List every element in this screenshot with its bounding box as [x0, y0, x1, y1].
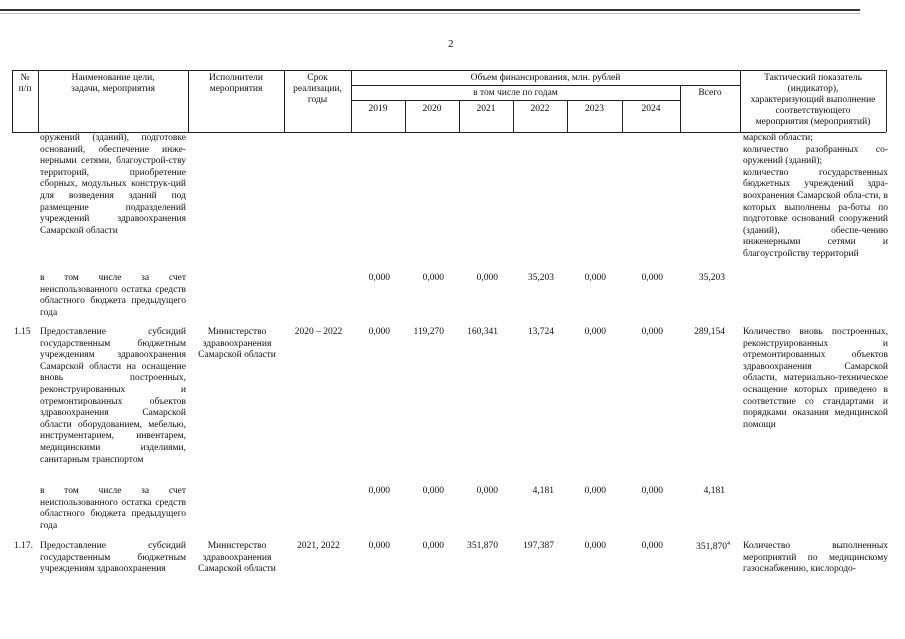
header-financing: Объем финансирования, млн. рублей — [470, 73, 621, 83]
grid-line — [351, 100, 680, 101]
top-border-thin — [0, 13, 860, 14]
header-year: 2023 — [585, 104, 604, 114]
value-2022: 35,203 — [527, 273, 554, 283]
value-total — [672, 541, 730, 552]
value-total-number: 351,870 — [696, 542, 727, 553]
row-name: в том числе за счет неиспользованного остатка средств областного бюджета предыдущего года — [40, 273, 186, 318]
header-year: 2019 — [368, 104, 388, 114]
value-2020: 0,000 — [422, 273, 444, 283]
continued-name: оружений (зданий), подготовке оснований, обеспечение инже-нерными сетями, благоустрой-ству территорий, приобретение сборных, модульных конструк-ций для возведения зданий под размещение подразделений учреждений здравоохранения Самарской области — [40, 133, 186, 236]
row-executor: Министерство здравоохранения Самарской области — [198, 327, 276, 361]
value-2020: 0,000 — [422, 486, 444, 496]
value-2021: 0,000 — [476, 486, 498, 496]
row-indicator: Количество вновь построенных, реконструированных и отремонтированных объектов здравоохранения Самарской области, материально-техническое оснащение которых приведено в соответствие со стандартами и порядками оказания медицинской помощи — [743, 327, 888, 430]
header-by-years: в том числе по годам — [473, 88, 558, 98]
row-number: 1.17. — [14, 541, 33, 551]
header-number: № п/п — [18, 73, 32, 94]
value-2020: 119,270 — [413, 327, 444, 337]
header-year: 2020 — [422, 104, 442, 114]
value-2019: 0,000 — [368, 273, 390, 283]
row-indicator: Количество выполненных мероприятий по медицинскому газоснабжению, кислородо- — [743, 541, 888, 575]
header-year: 2021 — [476, 104, 496, 114]
value-2022: 13,724 — [527, 327, 554, 337]
continued-indicator: марской области; количество разобранных со-оружений (зданий); количество государственных бюджетных учреждений здра-воохранения Самарской обла-сти, в которых выполнены ра-боты по подготовке оснований сооружений (зданий), обеспе-чению инженерными сетями и благоустройству территорий — [743, 133, 888, 259]
value-2022: 197,387 — [523, 541, 554, 551]
grid-line — [12, 70, 886, 71]
page-number: 2 — [448, 38, 454, 50]
value-2021: 160,341 — [467, 327, 498, 337]
value-2019: 0,000 — [368, 327, 390, 337]
value-2024: 0,000 — [641, 327, 663, 337]
value-2023: 0,000 — [584, 327, 606, 337]
header-indicator: Тактический показатель (индикатор), характеризующий выполнение соответствующего мероприятия (мероприятий) — [750, 73, 876, 127]
top-border — [0, 9, 860, 11]
header-total: Всего — [698, 88, 722, 98]
value-2023: 0,000 — [584, 486, 606, 496]
value-2021: 351,870 — [467, 541, 498, 551]
grid-line — [886, 70, 887, 132]
row-executor: Министерство здравоохранения Самарской области — [198, 541, 276, 575]
row-term: 2020 – 2022 — [294, 327, 343, 337]
header-year: 2022 — [530, 104, 550, 114]
row-number: 1.15 — [14, 327, 31, 337]
value-total: 35,203 — [698, 273, 725, 283]
value-2023: 0,000 — [584, 273, 606, 283]
value-2024: 0,000 — [641, 541, 663, 551]
value-2022: 4,181 — [532, 486, 554, 496]
value-2020: 0,000 — [422, 541, 444, 551]
row-name: в том числе за счет неиспользованного остатка средств областного бюджета предыдущего года — [40, 486, 186, 531]
row-name: Предоставление субсидий государственным бюджетным учреждениям здравоохранения Самарской области на оснащение вновь построенных, реконструированных и отремонтированных объектов здравоохранения Самарской области оборудованием, мебелью, инструментарием, инвентарем, медицинскими изделиями, санитарным транспортом — [40, 327, 186, 465]
value-2023: 0,000 — [584, 541, 606, 551]
header-year: 2024 — [641, 104, 661, 114]
header-term: Срок реализации, годы — [293, 73, 342, 105]
value-2021: 0,000 — [476, 273, 498, 283]
value-2019: 0,000 — [368, 486, 390, 496]
footnote-mark: 4 — [727, 541, 730, 547]
value-2024: 0,000 — [641, 486, 663, 496]
header-name: Наименование цели, задачи, мероприятия — [71, 73, 155, 94]
value-total: 4,181 — [703, 486, 725, 496]
row-term: 2021, 2022 — [297, 541, 340, 551]
value-total: 289,154 — [694, 327, 725, 337]
value-2019: 0,000 — [368, 541, 390, 551]
row-name: Предоставление субсидий государственным бюджетным учреждениям здравоохранения — [40, 541, 186, 575]
header-executors: Исполнители мероприятия — [209, 73, 263, 94]
value-2024: 0,000 — [641, 273, 663, 283]
grid-line — [351, 85, 740, 86]
